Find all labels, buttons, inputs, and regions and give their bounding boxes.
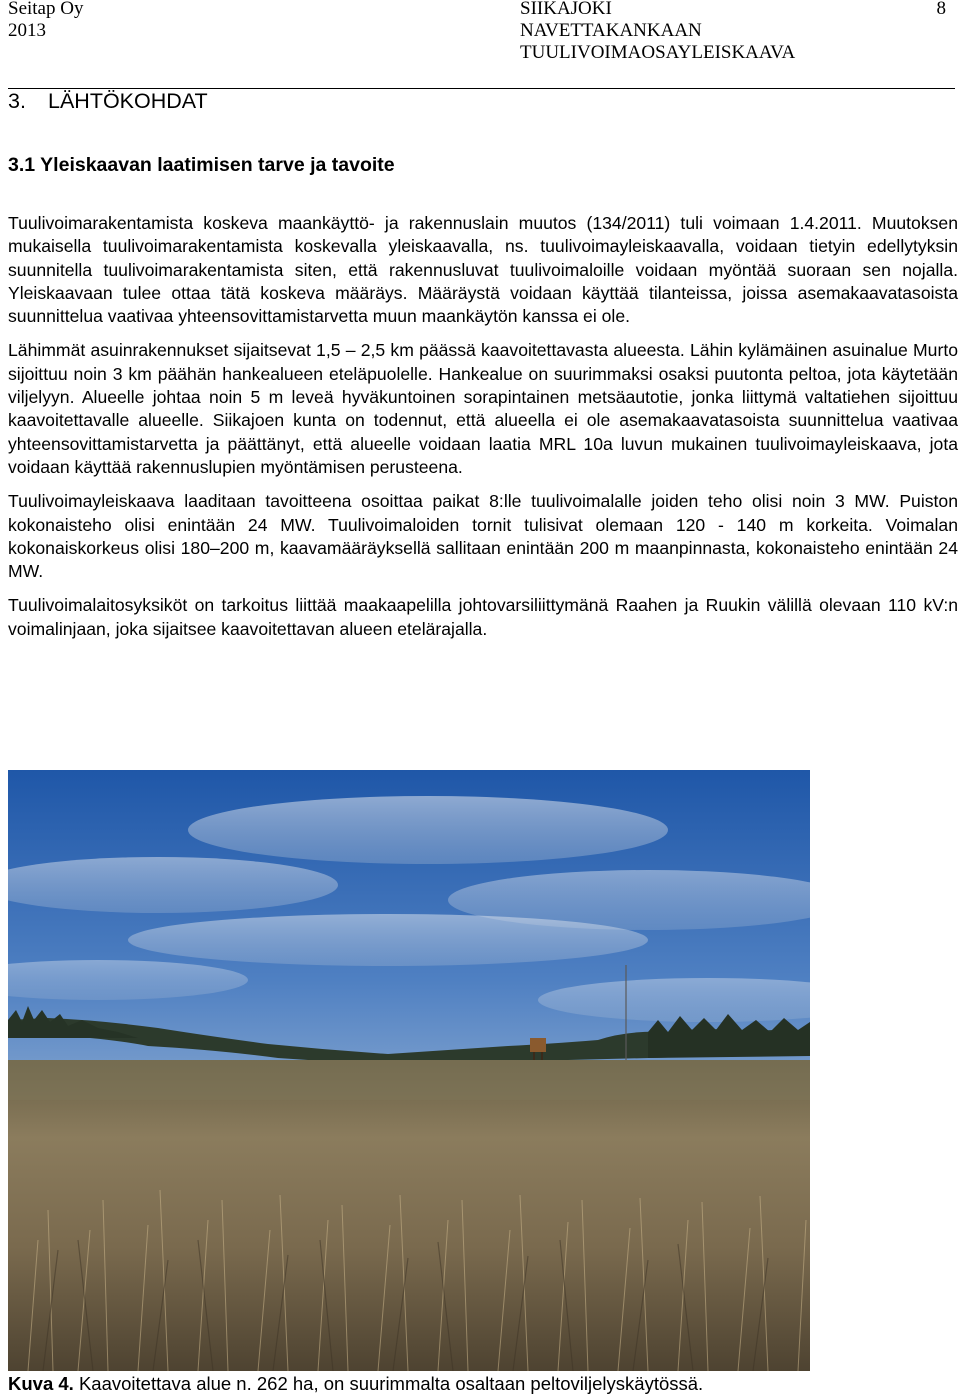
- figure-caption: [8, 1372, 703, 1396]
- header-plan: TUULIVOIMAOSAYLEISKAAVA: [520, 42, 796, 63]
- field-landscape-image: [8, 770, 810, 1371]
- header-company: Seitap Oy: [8, 0, 84, 19]
- header-left: [8, 0, 83, 42]
- section-number: 3.: [8, 89, 26, 113]
- figure-caption-text: Kaavoitettava alue n. 262 ha, on suurimmalta osaltaan peltoviljelyskäytössä.: [78, 1373, 704, 1394]
- section-title: LÄHTÖKOHDAT: [48, 89, 208, 113]
- figure-label: Kuva 4.: [8, 1373, 74, 1394]
- header-year: 2013: [8, 20, 46, 41]
- section-heading: [8, 88, 208, 114]
- header-area: NAVETTAKANKAAN: [520, 20, 702, 41]
- field-photo: [8, 770, 810, 1371]
- body-text: [8, 212, 958, 652]
- paragraph-grid-connection: Tuulivoimalaitosyksiköt on tarkoitus liittää maakaapelilla johtovarsiliittymänä Raahen ja Ruukin välillä olevaan 110 kV:n voimalinjaan, joka sijaitsee kaavoitettavan alueen etelärajalla.: [8, 595, 958, 639]
- paragraph-site-description: Lähimmät asuinrakennukset sijaitsevat 1,5 – 2,5 km päässä kaavoitettavasta alueesta. Lähin kylämäinen asuinalue Murto sijoittuu noin 3 km päähän hankealueen eteläpuolelle. Hankealue on suurimmaksi osaksi puutonta peltoa, jota käytetään viljelyyn. Alueelle johtaa noin 5 m leveä hyväkuntoinen sorapintainen metsäautotie, jonka liittymä valtatiehen sijoittuu kaavoitettavalle alueelle. Siikajoen kunta on todennut, että alueella ei ole asemakaavatasoista suunnittelua vaativaa yhteensovittamistarvetta ja päättänyt, että alueelle voidaan laatia MRL 10a luvun mukainen tuulivoimayleiskaava, jota voidaan käyttää rakennuslupien myöntämisen perusteena.: [8, 340, 958, 477]
- subsection-heading: 3.1 Yleiskaavan laatimisen tarve ja tavoite: [8, 154, 395, 176]
- paragraph-plan-goals: Tuulivoimayleiskaava laaditaan tavoitteena osoittaa paikat 8:lle tuulivoimalalle joiden teho olisi noin 3 MW. Puiston kokonaisteho olisi enintään 24 MW. Tuulivoimaloiden tornit tulisivat olemaan 120 - 140 m korkeita. Voimalan kokonaiskorkeus olisi 180–200 m, kaavamääräyksellä sallitaan enintään 200 m maanpinnasta, kokonaisteho enintään 24 MW.: [8, 491, 958, 582]
- paragraph-law-change: Tuulivoimarakentamista koskeva maankäyttö- ja rakennuslain muutos (134/2011) tuli voimaan 1.4.2011. Muutoksen mukaisella tuulivoimarakentamista koskevalla yleiskaavalla, ns. tuulivoimayleiskaavalla, voidaan tietyin edellytyksin suunnitella tuulivoimarakentamista siten, että rakennusluvat tuulivoimaloille voidaan myöntää suoraan sen nojalla. Yleiskaavaan tulee ottaa tätä koskeva määräys. Määräystä voidaan käyttää tilanteissa, joissa asemakaavatasoista suunnittelua vaativaa yhteensovittamistarvetta muun maankäytön kanssa ei ole.: [8, 213, 958, 327]
- page-number: 8: [936, 0, 946, 19]
- header-municipality: SIIKAJOKI: [520, 0, 612, 19]
- header-center: [520, 0, 795, 64]
